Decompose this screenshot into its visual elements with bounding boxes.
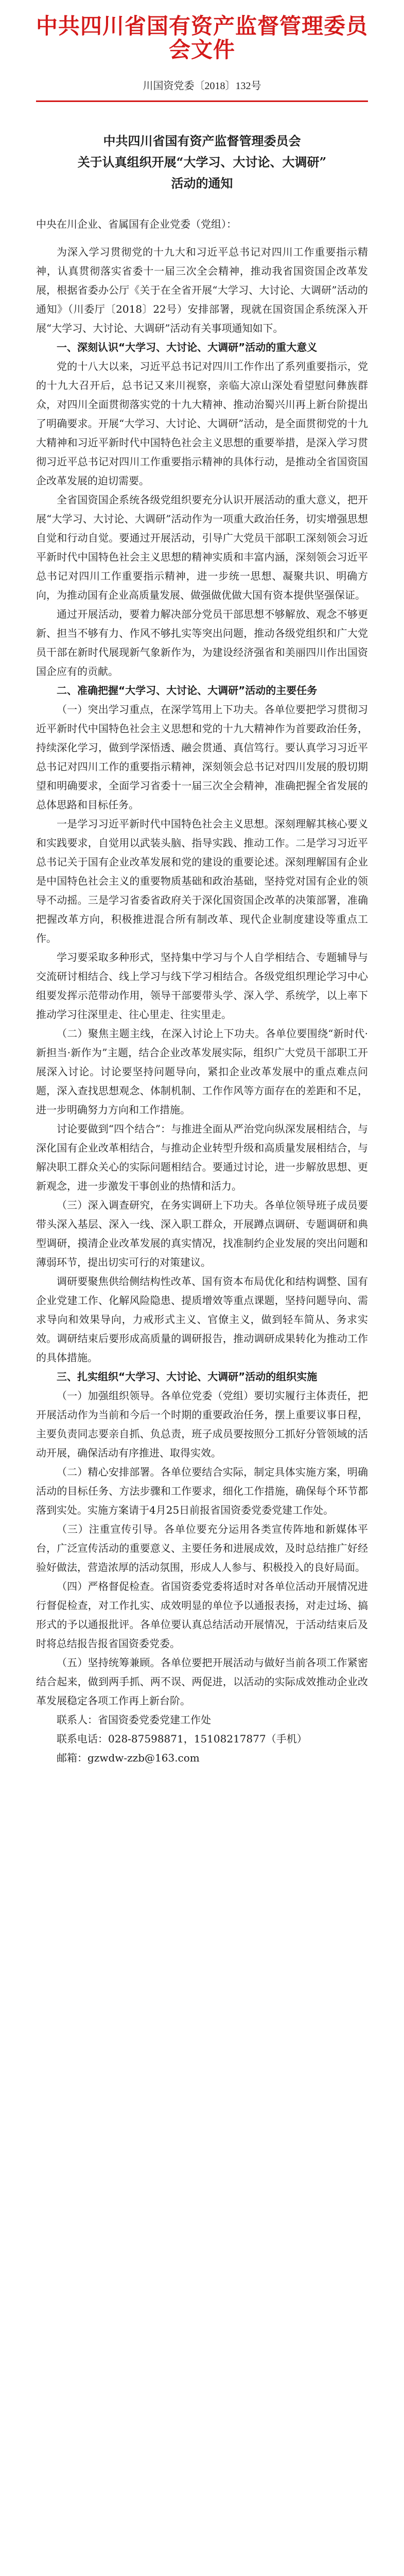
section-2-paragraph: 学习要采取多种形式，坚持集中学习与个人自学相结合、专题辅导与交流研讨相结合、线上学习与线下学习相结合。各级党组织理论学习中心组要发挥示范带动作用，领导干部要带头学、深入学、系统学，以上率下推动学习往深里走、往心里走、往实里走。 — [36, 951, 368, 1021]
section-2-paragraph: （一）突出学习重点，在深学笃用上下功夫。各单位要把学习贯彻习近平新时代中国特色社会主义思想和党的十九大精神作为首要政治任务，持续深化学习，做到学深悟透、融会贯通、真信笃行。要认真学习习近平总书记对四川工作的重要指示精神，深刻领会总书记对四川发展的殷切期望和明确要求，全面学习省委十一届三次全会精神，准确把握全省发展的总体思路和目标任务。 — [36, 703, 368, 811]
section-2-paragraph: 调研要聚焦供给侧结构性改革、国有资本布局优化和结构调整、国有企业党建工作、化解风险隐患、提质增效等重点课题，坚持问题导向、需求导向和效果导向，力戒形式主义、官僚主义，做到轻车简从、务求实效。调研结束后要形成高质量的调研报告，推动调研成果转化为推动工作的具体措施。 — [36, 1275, 368, 1364]
contact-phone: 联系电话：028-87598871，15108217877（手机） — [57, 1732, 307, 1745]
title-line-2: 关于认真组织开展“大学习、大讨论、大调研” — [77, 155, 327, 170]
section-1-paragraph: 党的十八大以来，习近平总书记对四川工作作出了系列重要指示，党的十九大召开后，总书记又来川视察，亲临大凉山深处看望慰问彝族群众，对四川全面贯彻落实党的十九大精神、推动治蜀兴川再上新台阶提出了明确要求。开展“大学习、大讨论、大调研”活动，是全面贯彻党的十九大精神和习近平新时代中国特色社会主义思想的重要举措，是深入学习贯彻习近平总书记对四川工作重要指示精神的具体行动，是推动全省国资国企改革发展的迫切需要。 — [36, 360, 368, 487]
title-line-1: 中共四川省国有资产监督管理委员会 — [103, 133, 301, 149]
section-3-paragraph: （五）坚持统筹兼顾。各单位要把开展活动与做好当前各项工作紧密结合起来，做到两手抓、两不误、两促进，以活动的实际成效推动企业改革发展稳定各项工作再上新台阶。 — [36, 1656, 368, 1707]
addressee: 中央在川企业、省属国有企业党委（党组）： — [36, 217, 237, 230]
document-masthead: 中共四川省国有资产监督管理委员会文件 — [36, 13, 368, 63]
document-body — [36, 243, 368, 1768]
red-divider-line — [36, 100, 368, 102]
section-2-paragraph: 一是学习习近平新时代中国特色社会主义思想。深刻理解其核心要义和实践要求，自觉用以武装头脑、指导实践、推动工作。二是学习习近平总书记关于国有企业改革发展和党的建设的重要论述。深刻理解国有企业是中国特色社会主义的重要物质基础和政治基础，坚持党对国有企业的领导不动摇。三是学习省委省政府关于深化国资国企改革的决策部署，准确把握改革方向，积极推进混合所有制改革、现代企业制度建设等重点工作。 — [36, 817, 368, 944]
title-line-3: 活动的通知 — [171, 175, 233, 191]
section-3-heading: 三、扎实组织“大学习、大讨论、大调研”活动的组织实施 — [57, 1370, 318, 1383]
section-2-heading: 二、准确把握“大学习、大讨论、大调研”活动的主要任务 — [57, 684, 318, 697]
section-2-paragraph: （二）聚焦主题主线，在深入讨论上下功夫。各单位要围绕“新时代·新担当·新作为”主题，结合企业改革发展实际，组织广大党员干部职工开展深入讨论。讨论要坚持问题导向，紧扣企业改革发展中的重点难点问题，深入查找思想观念、体制机制、工作作风等方面存在的差距和不足，进一步明确努力方向和工作措施。 — [36, 1027, 368, 1116]
section-1-paragraph: 全省国资国企系统各级党组织要充分认识开展活动的重大意义，把开展“大学习、大讨论、大调研”活动作为一项重大政治任务，切实增强思想自觉和行动自觉。要通过开展活动，引导广大党员干部职工深刻领会习近平新时代中国特色社会主义思想的精神实质和丰富内涵，深刻领会习近平总书记对四川工作重要指示精神，进一步统一思想、凝聚共识、明确方向，为推动国有企业高质量发展、做强做优做大国有资本提供坚强保证。 — [36, 493, 368, 601]
section-2-paragraph: （三）深入调查研究，在务实调研上下功夫。各单位领导班子成员要带头深入基层、深入一线、深入职工群众，开展蹲点调研、专题调研和典型调研，摸清企业改革发展的真实情况，找准制约企业发展的突出问题和薄弱环节，提出切实可行的对策建议。 — [36, 1198, 368, 1268]
section-3-paragraph: （三）注重宣传引导。各单位要充分运用各类宣传阵地和新媒体平台，广泛宣传活动的重要意义、主要任务和进展成效，及时总结推广好经验好做法，营造浓厚的活动氛围，形成人人参与、积极投入的良好局面。 — [36, 1522, 368, 1573]
section-3-paragraph: （一）加强组织领导。各单位党委（党组）要切实履行主体责任，把开展活动作为当前和今后一个时期的重要政治任务，摆上重要议事日程，主要负责同志要亲自抓、负总责，班子成员要按照分工抓好分管领域的活动开展，确保活动有序推进、取得实效。 — [36, 1389, 368, 1459]
section-1-paragraph: 通过开展活动，要着力解决部分党员干部思想不够解放、观念不够更新、担当不够有力、作风不够扎实等突出问题，推动各级党组织和广大党员干部在新时代展现新气象新作为，为建设经济强省和美丽四川作出国资国企应有的贡献。 — [36, 607, 368, 677]
section-3-paragraph: （四）严格督促检查。省国资委党委将适时对各单位活动开展情况进行督促检查，对工作扎实、成效明显的单位予以通报表扬，对走过场、搞形式的予以通报批评。各单位要认真总结活动开展情况，于活动结束后及时将总结报告报省国资委党委。 — [36, 1580, 368, 1650]
section-2-paragraph: 讨论要做到“四个结合”：与推进全面从严治党向纵深发展相结合，与深化国有企业改革相结合，与推动企业转型升级和高质量发展相结合，与解决职工群众关心的实际问题相结合。要通过讨论，进一步解放思想、更新观念，进一步激发干事创业的热情和活力。 — [36, 1122, 368, 1192]
contact-person: 联系人：省国资委党委党建工作处 — [57, 1713, 211, 1726]
section-3-paragraph: （二）精心安排部署。各单位要结合实际，制定具体实施方案，明确活动的目标任务、方法步骤和工作要求，细化工作措施，确保每个环节都落到实处。实施方案请于4月25日前报省国资委党委党建工作处。 — [36, 1465, 368, 1516]
intro-paragraph: 为深入学习贯彻党的十九大和习近平总书记对四川工作重要指示精神，认真贯彻落实省委十一届三次全会精神，推动我省国资国企改革发展，根据省委办公厅《关于在全省开展“大学习、大讨论、大调研”活动的通知》（川委厅〔2018〕22号）安排部署，现就在国资国企系统深入开展“大学习、大讨论、大调研”活动有关事项通知如下。 — [36, 245, 368, 334]
document-title — [36, 131, 368, 194]
document-number: 川国资党委〔2018〕132号 — [143, 80, 261, 92]
contact-email: 邮箱：gzwdw-zzb@163.com — [57, 1751, 200, 1764]
document-page — [0, 14, 404, 2576]
section-1-heading: 一、深刻认识“大学习、大讨论、大调研”活动的重大意义 — [57, 341, 318, 353]
